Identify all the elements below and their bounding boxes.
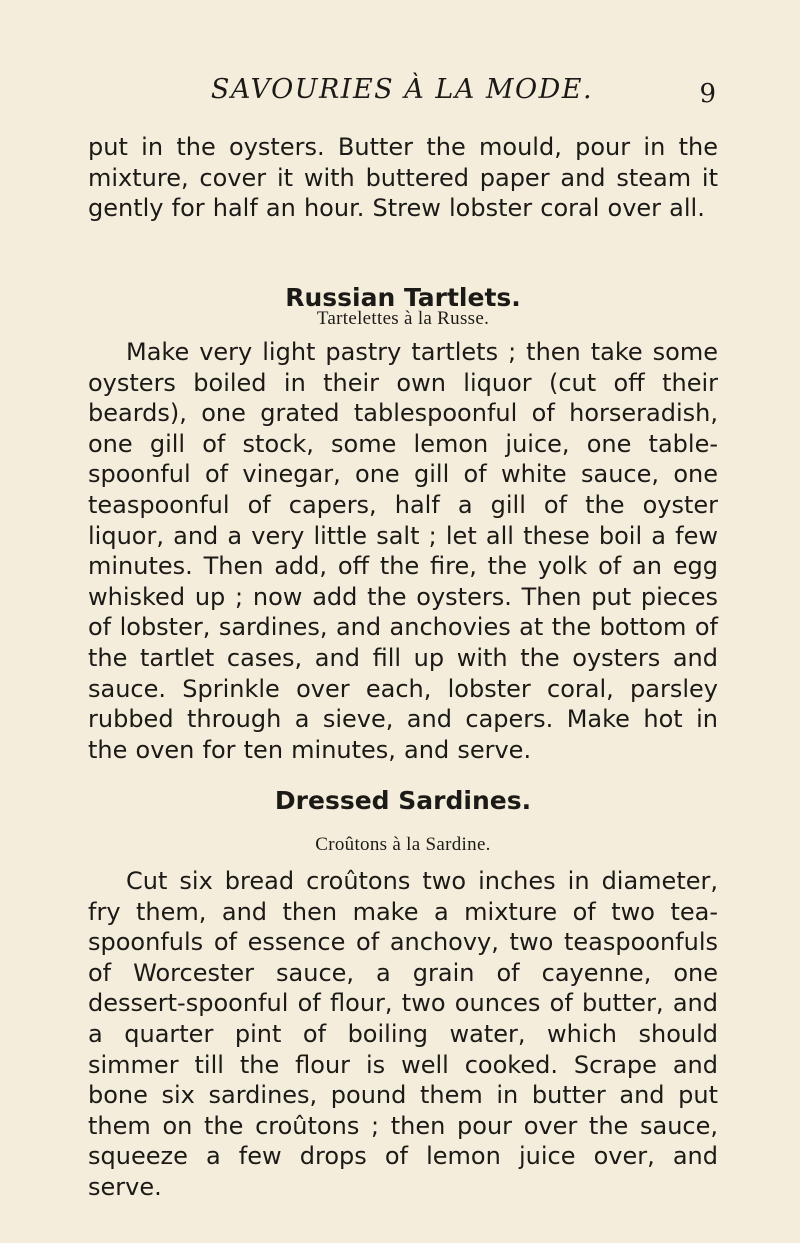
page-number: 9 bbox=[699, 79, 716, 109]
recipe-subtitle-russian-tartlets: Tartelettes à la Russe. bbox=[316, 308, 490, 329]
recipe-title-russian-tartlets: Russian Tartlets. bbox=[285, 283, 521, 312]
recipe-body-dressed-sardines: Cut six bread croûtons two inches in diameter, fry them, and then make a mixture of two tea-spoonfuls of essence of anchovy, two teaspoonfuls of Worcester sauce, a grain of cayenne, one dessert-spoonful of flour, two ounces of butter, and a quarter pint of boiling water, which should simmer till the flour is well cooked. Scrape and bone six sardines, pound them in butter and put them on the croûtons ; then pour over the sauce, squeeze a few drops of lemon juice over, and serve. bbox=[88, 867, 718, 1201]
recipe-subtitle-dressed-sardines: Croûtons à la Sardine. bbox=[315, 834, 491, 855]
recipe-body-block-russian-tartlets bbox=[88, 337, 718, 765]
continuation-paragraph: put in the oysters. Butter the mould, pour in the mixture, cover it with buttered paper and steam it gently for half an hour. Strew lobster coral over all. bbox=[88, 133, 718, 223]
recipe-body-russian-tartlets: Make very light pastry tartlets ; then take some oysters boiled in their own liquor (cut off their beards), one grated tablespoonful of horseradish, one gill of stock, some lemon juice, one table-spoonful of vinegar, one gill of white sauce, one teaspoonful of capers, half a gill of the oyster liquor, and a very little salt ; let all these boil a few minutes. Then add, off the fire, the yolk of an egg whisked up ; now add the oysters. Then put pieces of lobster, sardines, and anchovies at the bottom of the tartlet cases, and fill up with the oysters and sauce. Sprinkle over each, lobster coral, parsley rubbed through a sieve, and capers. Make hot in the oven for ten minutes, and serve. bbox=[88, 338, 718, 764]
running-title: SAVOURIES À LA MODE. bbox=[210, 74, 594, 105]
continuation-paragraph-block bbox=[88, 132, 718, 224]
recipe-title-dressed-sardines: Dressed Sardines. bbox=[274, 786, 532, 815]
recipe-body-block-dressed-sardines bbox=[88, 866, 718, 1203]
running-head bbox=[88, 72, 716, 112]
